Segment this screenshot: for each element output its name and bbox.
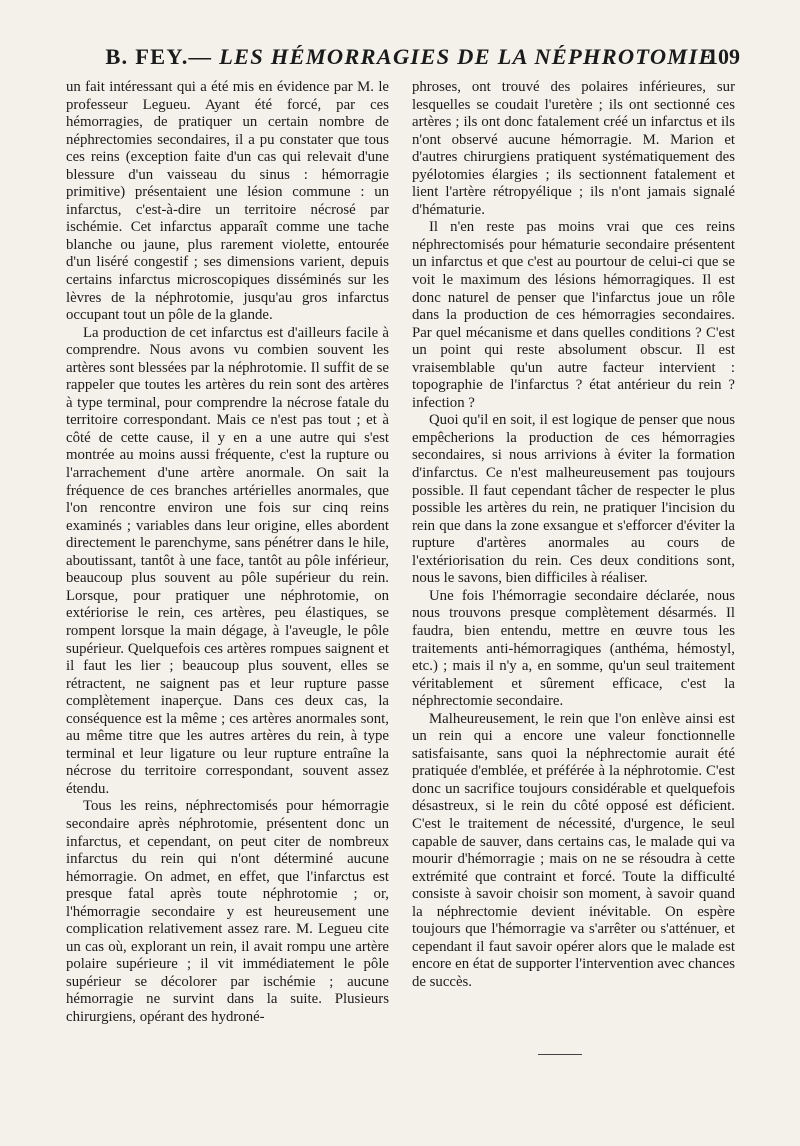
left-column [66,79,389,1027]
running-header [80,44,740,76]
paragraph: Malheureusement, le rein que l'on enlève ainsi est un rein qui a encore une valeur fonctionnelle satisfaisante, sans quoi la néphrectomie aurait été pratiquée d'emblée, et préférée à la néphrotomie. C'est donc un sacrifice toujours considérable et quelquefois désastreux, si le rein du côté opposé est déficient. C'est le traitement de nécessité, d'urgence, le seul capable de sauver, dans certains cas, le malade qui va mourir d'hémorragie ; mais on ne se résoudra à cette extrémité que contraint et forcé. Toute la difficulté consiste à savoir choisir son moment, à savoir quand la néphrectomie devient inévitable. On espère toujours que l'hémorragie va s'arrêter ou s'atténuer, et cependant il faut savoir opérer alors que le malade est encore en état de supporter l'intervention avec chances de succès. [412,710,735,990]
header-author: B. FEY.— [105,44,213,69]
paragraph: Une fois l'hémorragie secondaire déclarée, nous nous trouvons presque complètement désarmés. Il faudra, bien entendu, mettre en œuvre tous les traitements anti-hémorragiques (anthéma, hémostyl, etc.) ; mais il n'y a, en somme, qu'un seul traitement véritablement et sûrement efficace, c'est la néphrectomie secondaire. [412,587,735,710]
header-article-title: LES HÉMORRAGIES DE LA NÉPHROTOMIE [219,44,715,69]
paragraph: Tous les reins, néphrectomisés pour hémorragie secondaire après néphrotomie, présentent donc un infarctus, et cependant, on peut citer de nombreux infarctus du rein qui n'ont déterminé aucune hémorragie. On admet, en effet, que l'infarctus est presque fatal après toute néphrotomie ; or, l'hémorragie secondaire y est heureusement une complication relativement assez rare. M. Legueu cite un cas où, explorant un rein, il avait rompu une artère polaire supérieure ; il vit immédiatement le pôle supérieur se décolorer par ischémie ; aucune hémorragie ne survint dans la suite. Plusieurs chirurgiens, opérant des hydroné- [66,798,389,1025]
paragraph: Quoi qu'il en soit, il est logique de penser que nous empêcherions la production de ces hémorragies secondaires, si nous arrivions à éviter la formation d'infarctus. Ce n'est malheureusement pas toujours possible. Il faut cependant tâcher de respecter le plus possible les artères du rein, ne pratiquer l'incision du rein que dans la zone exsangue et s'efforcer d'éviter la rupture d'artères anormales au cours de l'extériorisation du rein. Ces deux conditions sont, nous le savons, bien difficiles à réaliser. [412,412,735,587]
paragraph: un fait intéressant qui a été mis en évidence par M. le professeur Legueu. Ayant été forcé, par ces hémorragies, de pratiquer un certain nombre de néphrectomies secondaires, il a pu constater que tous ces reins (exception faite d'un cas qui relevait d'une blessure d'un vaisseau du sinus : hémorragie primitive) présentaient une lésion commune : un infarctus, c'est-à-dire un territoire nécrosé par ischémie. Cet infarctus apparaît comme une tache blanche ou jaune, plus rarement violette, entourée d'un liséré congestif ; ses dimensions varient, depuis certains infarctus microscopiques disséminés sur les lèvres de la néphrotomie, jusqu'au gros infarctus occupant tout un pôle de la glande. [66,79,389,324]
running-title [80,44,740,70]
paragraph: La production de cet infarctus est d'ailleurs facile à comprendre. Nous avons vu combien souvent les artères sont blessées par la néphrotomie. Il suffit de se rappeler que toutes les artères du rein sont des artères à type terminal, pour comprendre la nécrose fatale du territoire correspondant. Mais ce n'est pas tout ; et à côté de cette cause, il y en a une autre qui s'est montrée au moins aussi fréquente, c'est la rupture ou l'arrachement d'une artère anormale. On sait la fréquence de ces branches artérielles anormales, que l'on rencontre environ une fois sur cinq reins examinés ; variables dans leur origine, elles abordent directement le parenchyme, sans pénétrer dans le hile, aboutissant, tantôt à une face, tantôt au pôle inférieur, beaucoup plus souvent au pôle supérieur du rein. Lorsque, pour pratiquer une néphrotomie, on extériorise le rein, ces artères, peu élastiques, se rompent lorsque la main dégage, à l'aveugle, le pôle supérieur. Quelquefois ces artères rompues saignent et il faut les lier ; beaucoup plus souvent, elles se rétractent, ne saignent pas et leur rupture passe complètement inaperçue. Dans ces deux cas, la conséquence est la même ; ces artères anormales sont, au même titre que les autres artères du rein, à type terminal et leur ligature ou leur rupture entraîne la nécrose du territoire correspondant, souvent assez étendu. [66,324,389,797]
right-column [412,79,735,991]
paragraph: Il n'en reste pas moins vrai que ces reins néphrectomisés pour hématurie secondaire présentent un infarctus et que c'est au pourtour de celui-ci que se voit le maximum des lésions hémorragiques. Il est donc naturel de penser que l'infarctus joue un rôle dans la production de ces hémorragies secondaires. Par quel mécanisme et dans quelles conditions ? C'est un point qui reste absolument obscur. Il est vraisemblable qu'un autre facteur intervient : topographie de l'infarctus ? état antérieur du rein ? infection ? [412,219,735,411]
end-rule [538,1054,582,1055]
page-number: 109 [707,44,740,69]
paragraph: phroses, ont trouvé des polaires inférieures, sur lesquelles se coudait l'uretère ; ils ont sectionné ces artères ; ils ont donc fatalement créé un infarctus et ils n'ont observé aucune hémorragie. M. Marion et d'autres chirurgiens pratiquent systématiquement des pyélotomies élargies ; ils sectionnent fatalement et lient l'artère rétropyélique ; ils n'ont jamais signalé d'hématurie. [412,79,735,218]
